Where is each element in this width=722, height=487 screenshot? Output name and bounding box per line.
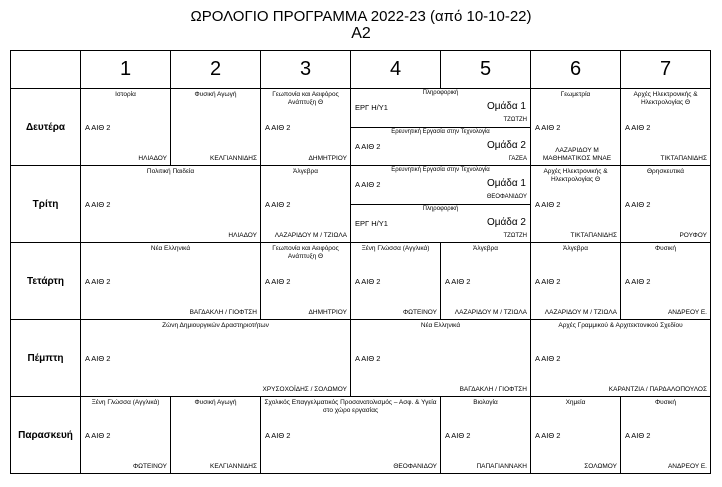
- classroom: Α ΑΙΘ 2: [625, 123, 651, 132]
- classroom: Α ΑΙΘ 2: [625, 277, 651, 286]
- lesson-cell: [621, 397, 711, 474]
- subject: Αρχές Ηλεκτρονικής & Ηλεκτρολογίας Θ: [543, 168, 608, 183]
- teacher: ΑΝΔΡΕΟΥ Ε.: [667, 462, 707, 470]
- subject: Άλγεβρα: [563, 245, 588, 252]
- subject: Ξένη Γλώσσα (Αγγλικά): [91, 399, 160, 406]
- day-label: Τρίτη: [11, 166, 81, 243]
- teacher: ΧΡΥΣΟΧΟΪΔΗΣ / ΣΟΛΩΜΟΥ: [262, 385, 347, 393]
- lesson-cell: [81, 89, 171, 166]
- classroom: Α ΑΙΘ 2: [535, 200, 561, 209]
- classroom: Α ΑΙΘ 2: [355, 277, 381, 286]
- teacher: ΤΖΩΤΖΗ: [503, 232, 527, 239]
- period-header: 5: [441, 51, 531, 89]
- group-label: Ομάδα 1: [486, 101, 526, 112]
- group-label: Ομάδα 2: [486, 216, 526, 228]
- teacher: ΑΝΔΡΕΟΥ Ε.: [667, 308, 707, 316]
- classroom: Α ΑΙΘ 2: [625, 431, 651, 440]
- subject: Άλγεβρα: [473, 245, 498, 252]
- day-row-monday: [11, 89, 711, 166]
- subject: Γεωπονία και Αειφόρος Ανάπτυξη Θ: [272, 245, 339, 260]
- teacher: ΠΑΠΑΓΙΑΝΝΑΚΗ: [476, 462, 527, 470]
- lesson-cell: [351, 320, 531, 397]
- subject: Θρησκευτικά: [646, 168, 685, 175]
- lesson-cell: [531, 166, 621, 243]
- lesson-cell: [81, 166, 261, 243]
- subject: Φυσική: [654, 245, 677, 252]
- period-header-row: [11, 51, 711, 89]
- teacher: ΚΑΡΑΝΤΖΙΑ / ΠΑΡΔΑΛΟΠΟΥΛΟΣ: [608, 385, 707, 393]
- group-lesson: [351, 205, 530, 243]
- teacher: ΔΗΜΗΤΡΙΟΥ: [308, 308, 347, 316]
- lesson-cell: [441, 397, 531, 474]
- day-row-tuesday: [11, 166, 711, 243]
- subject: Πληροφορική: [422, 205, 459, 212]
- day-label: Παρασκευή: [11, 397, 81, 474]
- lesson-cell: [531, 320, 711, 397]
- classroom: Α ΑΙΘ 2: [625, 200, 651, 209]
- teacher: ΛΑΖΑΡΙΔΟΥ Μ / ΤΖΙΩΛΑ: [274, 231, 347, 239]
- group-lesson: [351, 89, 530, 128]
- subject: Άλγεβρα: [293, 168, 318, 175]
- teacher: ΛΑΖΑΡΙΔΟΥ Μ ΜΑΘΗΜΑΤΙΚΟΣ ΜΝΑΕ: [542, 147, 612, 162]
- teacher: ΡΟΥΦΟΥ: [679, 231, 707, 239]
- teacher: ΤΙΚΤΑΠΑΝΙΔΗΣ: [660, 154, 707, 162]
- subject: Νέα Ελληνικά: [150, 245, 191, 252]
- classroom: Α ΑΙΘ 2: [85, 431, 111, 440]
- teacher: ΒΑΓΔΑΚΛΗ / ΓΙΟΦΤΣΗ: [459, 385, 527, 393]
- day-row-friday: [11, 397, 711, 474]
- group-lesson: [351, 166, 530, 205]
- classroom: Α ΑΙΘ 2: [85, 354, 111, 363]
- teacher: ΤΙΚΤΑΠΑΝΙΔΗΣ: [570, 231, 617, 239]
- classroom: Α ΑΙΘ 2: [85, 200, 111, 209]
- lesson-cell: [81, 243, 261, 320]
- teacher: ΚΕΛΓΙΑΝΝΙΔΗΣ: [210, 154, 257, 162]
- classroom: Α ΑΙΘ 2: [445, 277, 471, 286]
- lesson-cell: [171, 397, 261, 474]
- subject: Φυσική: [654, 399, 677, 406]
- lesson-cell: [261, 166, 351, 243]
- day-label: Τετάρτη: [11, 243, 81, 320]
- teacher: ΓΑΖΕΑ: [508, 155, 527, 162]
- teacher: ΛΑΖΑΡΙΔΟΥ Μ / ΤΖΙΩΛΑ: [544, 308, 617, 316]
- subject: Γεωπονία και Αειφόρος Ανάπτυξη Θ: [272, 91, 339, 106]
- lesson-cell: [261, 243, 351, 320]
- teacher: ΚΕΛΓΙΑΝΝΙΔΗΣ: [210, 462, 257, 470]
- period-header: 2: [171, 51, 261, 89]
- lesson-cell: [531, 243, 621, 320]
- lesson-cell: [81, 397, 171, 474]
- subject: Αρχές Ηλεκτρονικής & Ηλεκτρολογίας Θ: [633, 91, 698, 106]
- class-name: Α2: [351, 25, 371, 42]
- classroom: Α ΑΙΘ 2: [355, 141, 381, 151]
- subject: Σχολικός Επαγγελματικός Προσανατολισμός – Ασφ. & Υγεία στο χώρο εργασίας: [264, 399, 437, 414]
- teacher: ΗΛΙΑΔΟΥ: [228, 231, 257, 239]
- teacher: ΗΛΙΑΔΟΥ: [138, 154, 167, 162]
- teacher: ΘΕΟΦΑΝΙΔΟΥ: [393, 462, 437, 470]
- lesson-cell: [531, 89, 621, 166]
- split-lesson-cell: [351, 166, 531, 243]
- lesson-cell: [261, 397, 441, 474]
- lab-room: ΕΡΓ Η/Υ1: [355, 218, 388, 228]
- lesson-cell: [621, 166, 711, 243]
- split-lesson-cell: [351, 89, 531, 166]
- teacher: ΦΩΤΕΙΝΟΥ: [132, 462, 167, 470]
- subject: Ερευνητική Εργασία στην Τεχνολογία: [391, 128, 490, 135]
- lesson-cell: [441, 243, 531, 320]
- subject: Ξένη Γλώσσα (Αγγλικά): [361, 245, 430, 252]
- classroom: Α ΑΙΘ 2: [265, 277, 291, 286]
- classroom: Α ΑΙΘ 2: [535, 123, 561, 132]
- teacher: ΦΩΤΕΙΝΟΥ: [402, 308, 437, 316]
- classroom: Α ΑΙΘ 2: [355, 354, 381, 363]
- lesson-cell: [531, 397, 621, 474]
- lesson-cell: [621, 89, 711, 166]
- lesson-cell: [261, 89, 351, 166]
- subject: Βιολογία: [473, 399, 498, 406]
- classroom: Α ΑΙΘ 2: [535, 354, 561, 363]
- teacher: ΒΑΓΔΑΚΛΗ / ΓΙΟΦΤΣΗ: [189, 308, 257, 316]
- classroom: Α ΑΙΘ 2: [535, 431, 561, 440]
- teacher: ΛΑΖΑΡΙΔΟΥ Μ / ΤΖΙΩΛΑ: [454, 308, 527, 316]
- subject: Ερευνητική Εργασία στην Τεχνολογία: [391, 167, 490, 173]
- corner-cell: [11, 51, 81, 89]
- subject: Πολιτική Παιδεία: [146, 168, 195, 175]
- subject: Αρχές Γραμμικού & Αρχιτεκτονικού Σχεδίου: [558, 322, 683, 329]
- lesson-cell: [81, 320, 351, 397]
- teacher: ΣΟΛΩΜΟΥ: [584, 462, 617, 470]
- day-row-wednesday: [11, 243, 711, 320]
- period-header: 6: [531, 51, 621, 89]
- classroom: Α ΑΙΘ 2: [445, 431, 471, 440]
- teacher: ΤΖΩΤΖΗ: [503, 117, 527, 123]
- teacher: ΘΕΟΦΑΝΙΔΟΥ: [486, 194, 527, 200]
- subject: Φυσική Αγωγή: [194, 399, 237, 406]
- subject: Ιστορία: [115, 91, 136, 98]
- classroom: Α ΑΙΘ 2: [535, 277, 561, 286]
- subject: Νέα Ελληνικά: [420, 322, 461, 329]
- lesson-cell: [171, 89, 261, 166]
- group-label: Ομάδα 2: [486, 139, 526, 151]
- period-header: 4: [351, 51, 441, 89]
- day-label: Δευτέρα: [11, 89, 81, 166]
- subject: Γεωμετρία: [560, 91, 591, 98]
- subject: Ζώνη Δημιουργικών Δραστηριοτήτων: [162, 322, 269, 329]
- subject: Φυσική Αγωγή: [194, 91, 237, 98]
- teacher: ΔΗΜΗΤΡΙΟΥ: [308, 154, 347, 162]
- timetable: [10, 50, 711, 474]
- classroom: Α ΑΙΘ 2: [85, 123, 111, 132]
- schedule-title: ΩΡΟΛΟΓΙΟ ΠΡΟΓΡΑΜΜΑ 2022-23 (από 10-10-22): [190, 8, 532, 25]
- day-row-thursday: [11, 320, 711, 397]
- lab-room: ΕΡΓ Η/Υ1: [355, 103, 388, 112]
- period-header: 1: [81, 51, 171, 89]
- subject: Πληροφορική: [422, 90, 459, 96]
- classroom: Α ΑΙΘ 2: [265, 200, 291, 209]
- lesson-cell: [621, 243, 711, 320]
- lesson-cell: [351, 243, 441, 320]
- group-label: Ομάδα 1: [486, 178, 526, 189]
- classroom: Α ΑΙΘ 2: [355, 180, 381, 189]
- classroom: Α ΑΙΘ 2: [85, 277, 111, 286]
- subject: Χημεία: [565, 399, 586, 406]
- day-label: Πέμπτη: [11, 320, 81, 397]
- period-header: 3: [261, 51, 351, 89]
- period-header: 7: [621, 51, 711, 89]
- classroom: Α ΑΙΘ 2: [265, 431, 291, 440]
- classroom: Α ΑΙΘ 2: [265, 123, 291, 132]
- group-lesson: [351, 128, 530, 166]
